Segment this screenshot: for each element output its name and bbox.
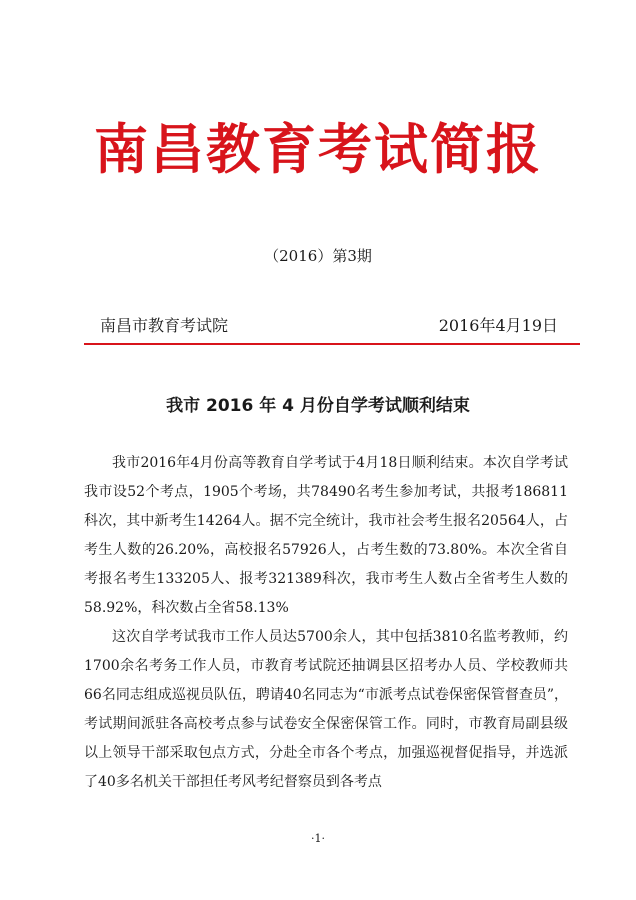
article-paragraph: 这次自学考试我市工作人员达5700余人，其中包括3810名监考教师，约1700余名考务工作人员，市教育考试院还抽调县区招考办人员、学校教师共66名同志组成巡视员队伍，聘请40名同志为“市派考点试卷保密保管督查员”，考试期间派驻各高校考点参与试卷安全保密保管工作。同时，市教育局副县级以上领导干部采取包点方式，分赴全市各个考点，加强巡视督促指导，并选派了40多名机关干部担任考风考纪督察员到各考点 [84,629,568,790]
issue-number: （2016）第3期 [264,247,372,265]
article-paragraph: 我市2016年4月份高等教育自学考试于4月18日顺利结束。本次自学考试我市设52个考点，1905个考场，共78490名考生参加考试，共报考186811科次，其中新考生14264人。据不完全统计，我市社会考生报名20564人，占考生人数的26.20%，高校报名57926人，占考生数的73.80%。本次全省自考报名考生133205人、报考321389科次，我市考生人数占全省考生人数的58.92%，科次数占全省58.13% [84,455,568,616]
article-body [84,449,568,797]
page-number: ·1· [311,832,325,845]
article-title: 我市 2016 年 4 月份自学考试顺利结束 [166,396,470,416]
publisher-organization: 南昌市教育考试院 [100,316,229,335]
newsletter-masthead: 南昌教育考试简报 [94,117,542,181]
header-divider [84,343,580,345]
publish-date: 2016年4月19日 [438,316,558,335]
